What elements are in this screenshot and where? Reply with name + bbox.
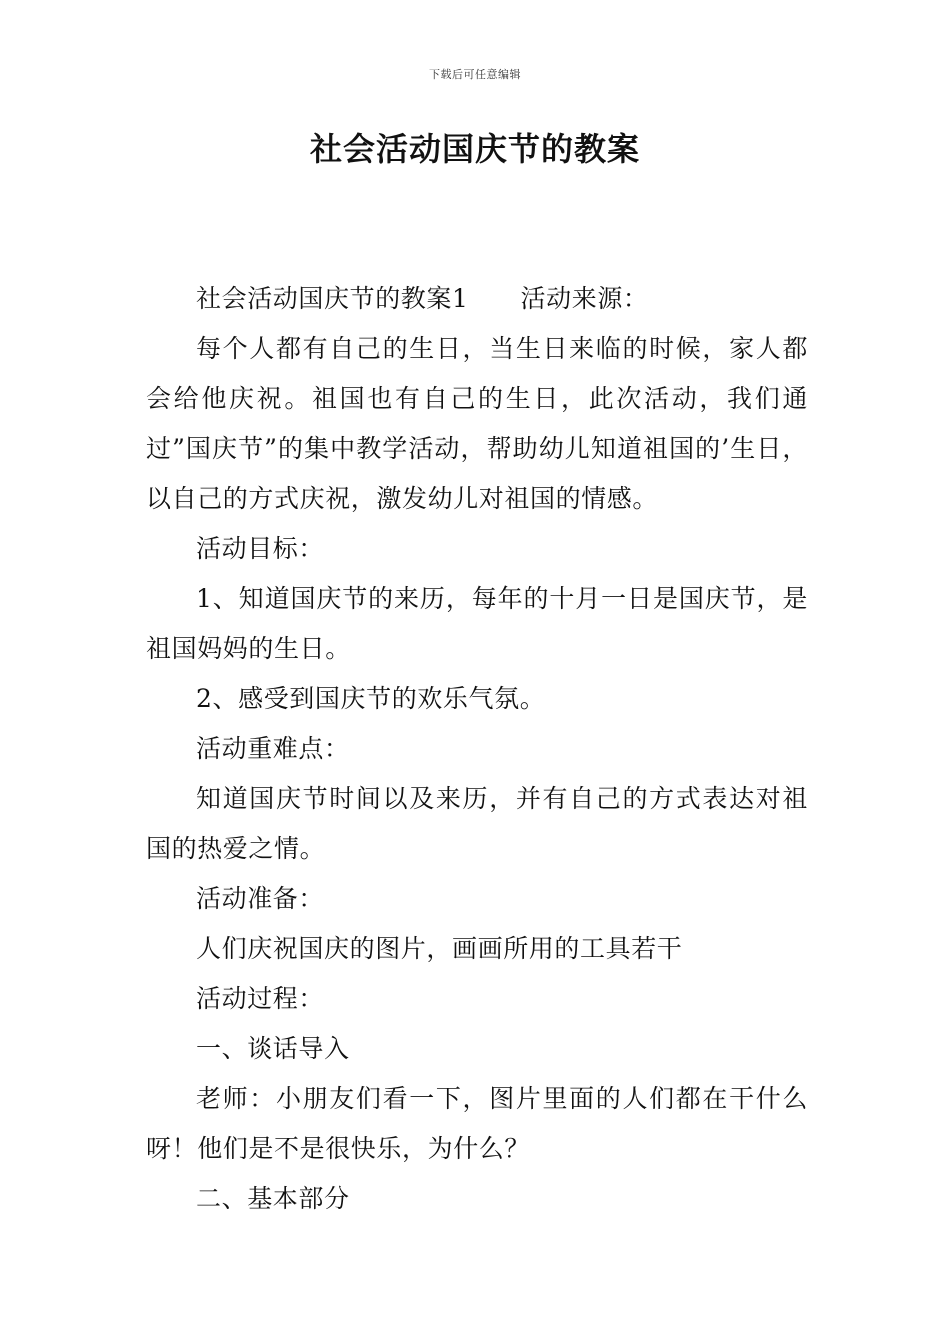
paragraph-key-points: 知道国庆节时间以及来历，并有自己的方式表达对祖国的热爱之情。: [146, 784, 808, 863]
paragraph-activity-source: 每个人都有自己的生日，当生日来临的时候，家人都会给他庆祝。祖国也有自己的生日，此次活动，我们通过”国庆节”的集中教学活动，帮助幼儿知道祖国的’生日，以自己的方式庆祝，激发幼儿对祖国的情感。: [146, 334, 808, 513]
section-heading-goals: 活动目标：: [196, 534, 325, 563]
section-heading-process: 活动过程：: [196, 984, 325, 1013]
section-heading-preparation: 活动准备：: [196, 884, 325, 913]
paragraph-preparation: 人们庆祝国庆的图片，画画所用的工具若干: [196, 934, 683, 963]
process-step-2-heading: 二、基本部分: [196, 1184, 350, 1213]
document-title: 社会活动国庆节的教案: [309, 130, 640, 168]
lesson-plan-label: 社会活动国庆节的教案1: [196, 284, 469, 313]
goal-item-1: 1、知道国庆节的来历，每年的十月一日是国庆节，是祖国妈妈的生日。: [146, 584, 808, 663]
activity-source-label: 活动来源：: [520, 284, 649, 313]
heading-line: [146, 274, 808, 324]
process-step-1-heading: 一、谈话导入: [196, 1034, 350, 1063]
goal-item-2: 2、感受到国庆节的欢乐气氛。: [196, 684, 546, 713]
header-note: 下载后可任意编辑: [429, 68, 521, 81]
document-body: [146, 274, 808, 1224]
paragraph-teacher-dialogue: 老师：小朋友们看一下，图片里面的人们都在干什么呀！他们是不是很快乐，为什么？: [146, 1084, 808, 1163]
section-heading-key-points: 活动重难点：: [196, 734, 350, 763]
